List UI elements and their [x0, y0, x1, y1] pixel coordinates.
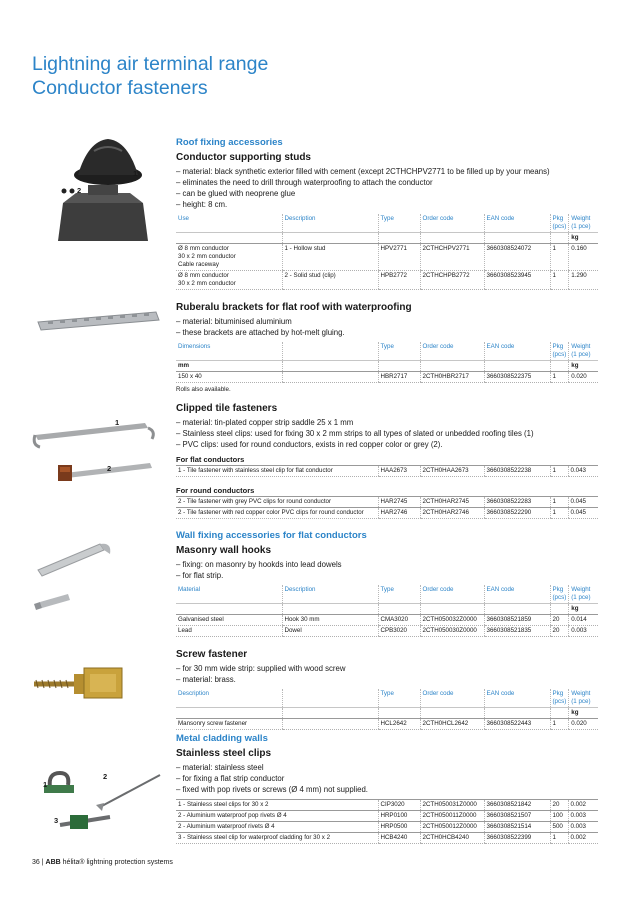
clipped-title: Clipped tile fasteners: [176, 403, 278, 414]
bullet: – PVC clips: used for round conductors, exists in red copper color or grey (2).: [176, 439, 598, 450]
col-header: Description: [282, 585, 378, 604]
table-header-row: [176, 585, 598, 604]
col-header: [282, 689, 378, 708]
col-header: Type: [378, 342, 420, 361]
cell: [282, 372, 378, 383]
col-header: Pkg (pcs): [550, 689, 569, 708]
clips-table: [176, 799, 598, 844]
unit-cell: kg: [569, 361, 598, 372]
cell: 2CTH050012Z0000: [420, 822, 484, 833]
page-title-line-2: Conductor fasteners: [32, 77, 208, 99]
cell: 1: [550, 719, 569, 730]
cell: 3660308521859: [484, 615, 550, 626]
col-header: Pkg (pcs): [550, 214, 569, 233]
section-heading-wall: Wall fixing accessories for flat conductors: [176, 530, 367, 541]
cell: 1: [550, 508, 568, 519]
tile-fastener-image: [30, 405, 160, 505]
col-header: Type: [378, 689, 420, 708]
screw-fastener-image: [30, 660, 125, 715]
cell: HPV2771: [378, 244, 420, 271]
cell: 2CTHCHPV2771: [420, 244, 484, 271]
cell: HCB4240: [378, 833, 420, 844]
cell: 2CTH0HAR2746: [420, 508, 484, 519]
bullet: – for 30 mm wide strip: supplied with wood screw: [176, 663, 598, 674]
cell: 0.045: [568, 497, 598, 508]
table-header-row: [176, 342, 598, 361]
col-header: EAN code: [484, 342, 550, 361]
product-line: hélita® lightning protection systems: [62, 859, 173, 866]
cell: 0.160: [569, 244, 598, 271]
bullet: – these brackets are attached by hot-melt gluing.: [176, 327, 598, 338]
cell: 0.003: [568, 811, 598, 822]
studs-title: Conductor supporting studs: [176, 152, 311, 163]
cell: 2 - Aluminium waterproof pop rivets Ø 4: [176, 811, 378, 822]
clips-image-label-3: 3: [54, 816, 59, 825]
hooks-bullets: [176, 559, 598, 581]
table-row: [176, 466, 598, 477]
cell: 0.020: [569, 372, 598, 383]
clips-image-label-1: 1: [43, 780, 48, 789]
cell: 0.045: [568, 508, 598, 519]
bullet: – material: tin-plated copper strip saddle 25 x 1 mm: [176, 417, 598, 428]
stud-image-label-2: 2: [77, 186, 82, 195]
col-header: Order code: [420, 214, 484, 233]
cell: 3660308521514: [484, 822, 550, 833]
col-header: Type: [378, 214, 420, 233]
cell: 1: [550, 372, 569, 383]
cell: 1: [550, 497, 568, 508]
cell: HRP0100: [378, 811, 420, 822]
cell: 0.003: [569, 626, 598, 637]
metal-section: [176, 733, 598, 844]
hooks-title: Masonry wall hooks: [176, 545, 272, 556]
table-row: [176, 822, 598, 833]
col-header: Weight (1 pce): [569, 689, 598, 708]
col-header: Order code: [420, 342, 484, 361]
wall-section: [176, 530, 598, 730]
screw-title: Screw fastener: [176, 649, 248, 660]
brand-name: ABB: [45, 859, 61, 866]
col-header: Pkg (pcs): [550, 585, 569, 604]
cell: 2 - Aluminium waterproof rivets Ø 4: [176, 822, 378, 833]
cell: 100: [550, 811, 568, 822]
cell: Ø 8 mm conductor 30 x 2 mm conductor Cable raceway: [176, 244, 282, 271]
wall-hook-image: [30, 540, 125, 615]
cell: 2CTH050030Z0000: [420, 626, 484, 637]
cell: 1 - Hollow stud: [282, 244, 378, 271]
cell: 3 - Stainless steel clip for waterproof cladding for 30 x 2: [176, 833, 378, 844]
cell: 2CTH0HBR2717: [420, 372, 484, 383]
col-header: Pkg (pcs): [550, 342, 569, 361]
cell: Mansonry screw fastener: [176, 719, 282, 730]
tile-image-label-2: 2: [107, 464, 112, 473]
cell: 3660308521835: [484, 626, 550, 637]
unit-cell: kg: [569, 233, 598, 244]
table-row: [176, 719, 598, 730]
cell: CPB3020: [378, 626, 420, 637]
cell: Hook 30 mm: [282, 615, 378, 626]
table-row: [176, 372, 598, 383]
cell: 0.043: [568, 466, 598, 477]
col-header: EAN code: [484, 585, 550, 604]
cell: 2CTH0HCL2642: [420, 719, 484, 730]
cell: Lead: [176, 626, 282, 637]
cell: 3660308523945: [484, 271, 550, 290]
col-header: Dimensions: [176, 342, 282, 361]
cell: 3660308522399: [484, 833, 550, 844]
cell: 2 - Tile fastener with grey PVC clips for round conductor: [176, 497, 378, 508]
ruberalu-note: Rolls also available.: [176, 386, 231, 393]
cell: HAR2745: [378, 497, 420, 508]
ruberalu-title: Ruberalu brackets for flat roof with waterproofing: [176, 302, 412, 313]
cell: 2CTH050011Z0000: [420, 811, 484, 822]
round-conductors-label: For round conductors: [176, 486, 255, 495]
table-row: [176, 811, 598, 822]
cell: 2CTH050031Z0000: [420, 800, 484, 811]
cell: 3660308522443: [484, 719, 550, 730]
bullet: – material: stainless steel: [176, 762, 598, 773]
screw-table: [176, 689, 598, 730]
cell: 150 x 40: [176, 372, 282, 383]
page-number: 36: [32, 859, 40, 866]
table-row: [176, 271, 598, 290]
clips-image-label-2: 2: [103, 772, 108, 781]
table-header-row: [176, 689, 598, 708]
cell: 3660308522375: [484, 372, 550, 383]
table-header-row: [176, 214, 598, 233]
clipped-bullets: [176, 417, 598, 450]
col-header: Weight (1 pce): [569, 342, 598, 361]
cell: 1: [550, 466, 568, 477]
flat-conductors-table: [176, 465, 598, 477]
ruberalu-bullets: [176, 316, 598, 338]
tile-image-label-1: 1: [115, 418, 120, 427]
cell: 20: [550, 800, 568, 811]
cell: HRP0500: [378, 822, 420, 833]
cell: HAA2673: [378, 466, 420, 477]
footer-separator: |: [41, 859, 44, 866]
cell: CIP3020: [378, 800, 420, 811]
cell: 2 - Tile fastener with red copper color PVC clips for round conductor: [176, 508, 378, 519]
cell: 3660308524072: [484, 244, 550, 271]
table-row: [176, 615, 598, 626]
col-header: Order code: [420, 585, 484, 604]
cell: HAR2746: [378, 508, 420, 519]
bullet: – for fixing a flat strip conductor: [176, 773, 598, 784]
col-header: Weight (1 pce): [569, 585, 598, 604]
screw-bullets: [176, 663, 598, 685]
roof-section: [176, 137, 598, 519]
col-header: [282, 342, 378, 361]
cell: 1 - Tile fastener with stainless steel clip for flat conductor: [176, 466, 378, 477]
studs-table: [176, 214, 598, 290]
col-header: Order code: [420, 689, 484, 708]
col-header: Material: [176, 585, 282, 604]
bullet: – can be glued with neoprene glue: [176, 188, 598, 199]
cell: HCL2642: [378, 719, 420, 730]
bullet: – material: bituminised aluminium: [176, 316, 598, 327]
cell: 500: [550, 822, 568, 833]
cell: 0.002: [568, 800, 598, 811]
cell: 1.290: [569, 271, 598, 290]
cell: 2 - Solid stud (clip): [282, 271, 378, 290]
cell: 3660308522283: [484, 497, 550, 508]
page-footer: [32, 859, 173, 866]
cell: 1 - Stainless steel clips for 30 x 2: [176, 800, 378, 811]
cell: CMA3020: [378, 615, 420, 626]
cell: 20: [550, 615, 569, 626]
col-header: Type: [378, 585, 420, 604]
cell: 0.014: [569, 615, 598, 626]
cell: 0.020: [569, 719, 598, 730]
cell: 2CTH050032Z0000: [420, 615, 484, 626]
cell: 2CTH0HAR2745: [420, 497, 484, 508]
page-title-line-1: Lightning air terminal range: [32, 53, 269, 75]
bullet: – Stainless steel clips: used for fixing 30 x 2 mm strips to all types of slated or unbedded roofing tiles (1): [176, 428, 598, 439]
cell: [282, 719, 378, 730]
bullet: – for flat strip.: [176, 570, 598, 581]
table-row: [176, 626, 598, 637]
table-units-row: [176, 361, 598, 372]
cell: Dowel: [282, 626, 378, 637]
cell: HBR2717: [378, 372, 420, 383]
cell: 3660308522290: [484, 508, 550, 519]
studs-bullets: [176, 166, 598, 210]
table-row: [176, 244, 598, 271]
stainless-clips-image: [30, 765, 170, 840]
table-units-row: [176, 604, 598, 615]
col-header: Use: [176, 214, 282, 233]
clips-bullets: [176, 762, 598, 795]
conductor-stud-image: [48, 133, 158, 248]
unit-cell: mm: [176, 361, 282, 372]
cell: 1: [550, 271, 569, 290]
section-heading-metal: Metal cladding walls: [176, 733, 268, 744]
cell: 3660308521842: [484, 800, 550, 811]
cell: 2CTH0HAA2673: [420, 466, 484, 477]
ruberalu-table: [176, 342, 598, 383]
col-header: EAN code: [484, 214, 550, 233]
table-row: [176, 497, 598, 508]
cell: Galvanised steel: [176, 615, 282, 626]
table-row: [176, 508, 598, 519]
cell: 3660308522238: [484, 466, 550, 477]
hooks-table: [176, 585, 598, 637]
bullet: – eliminates the need to drill through waterproofing to attach the conductor: [176, 177, 598, 188]
table-units-row: [176, 233, 598, 244]
cell: 2CTHCHPB2772: [420, 271, 484, 290]
bullet: – material: black synthetic exterior filled with cement (except 2CTHCHPV2771 to be filled up by your means): [176, 166, 598, 177]
col-header: Description: [176, 689, 282, 708]
cell: 20: [550, 626, 569, 637]
bullet: – material: brass.: [176, 674, 598, 685]
cell: 0.002: [568, 833, 598, 844]
bullet: – height: 8 cm.: [176, 199, 598, 210]
col-header: Description: [282, 214, 378, 233]
table-row: [176, 833, 598, 844]
cell: 0.003: [568, 822, 598, 833]
unit-cell: kg: [569, 708, 598, 719]
bullet: – fixed with pop rivets or screws (Ø 4 mm) not supplied.: [176, 784, 598, 795]
stud-image-label-1: 1: [133, 169, 138, 178]
round-conductors-table: [176, 496, 598, 519]
cell: HPB2772: [378, 271, 420, 290]
ruberalu-bracket-image: [36, 308, 161, 334]
clips-title: Stainless steel clips: [176, 748, 272, 759]
bullet: – fixing: on masonry by hookds into lead dowels: [176, 559, 598, 570]
col-header: EAN code: [484, 689, 550, 708]
section-heading-roof: Roof fixing accessories: [176, 137, 283, 148]
cell: 1: [550, 833, 568, 844]
cell: Ø 8 mm conductor 30 x 2 mm conductor: [176, 271, 282, 290]
cell: 3660308521507: [484, 811, 550, 822]
cell: 2CTH0HCB4240: [420, 833, 484, 844]
page-title: [32, 52, 268, 100]
col-header: Weight (1 pce): [569, 214, 598, 233]
table-units-row: [176, 708, 598, 719]
table-row: [176, 800, 598, 811]
flat-conductors-label: For flat conductors: [176, 455, 245, 464]
unit-cell: kg: [569, 604, 598, 615]
cell: 1: [550, 244, 569, 271]
